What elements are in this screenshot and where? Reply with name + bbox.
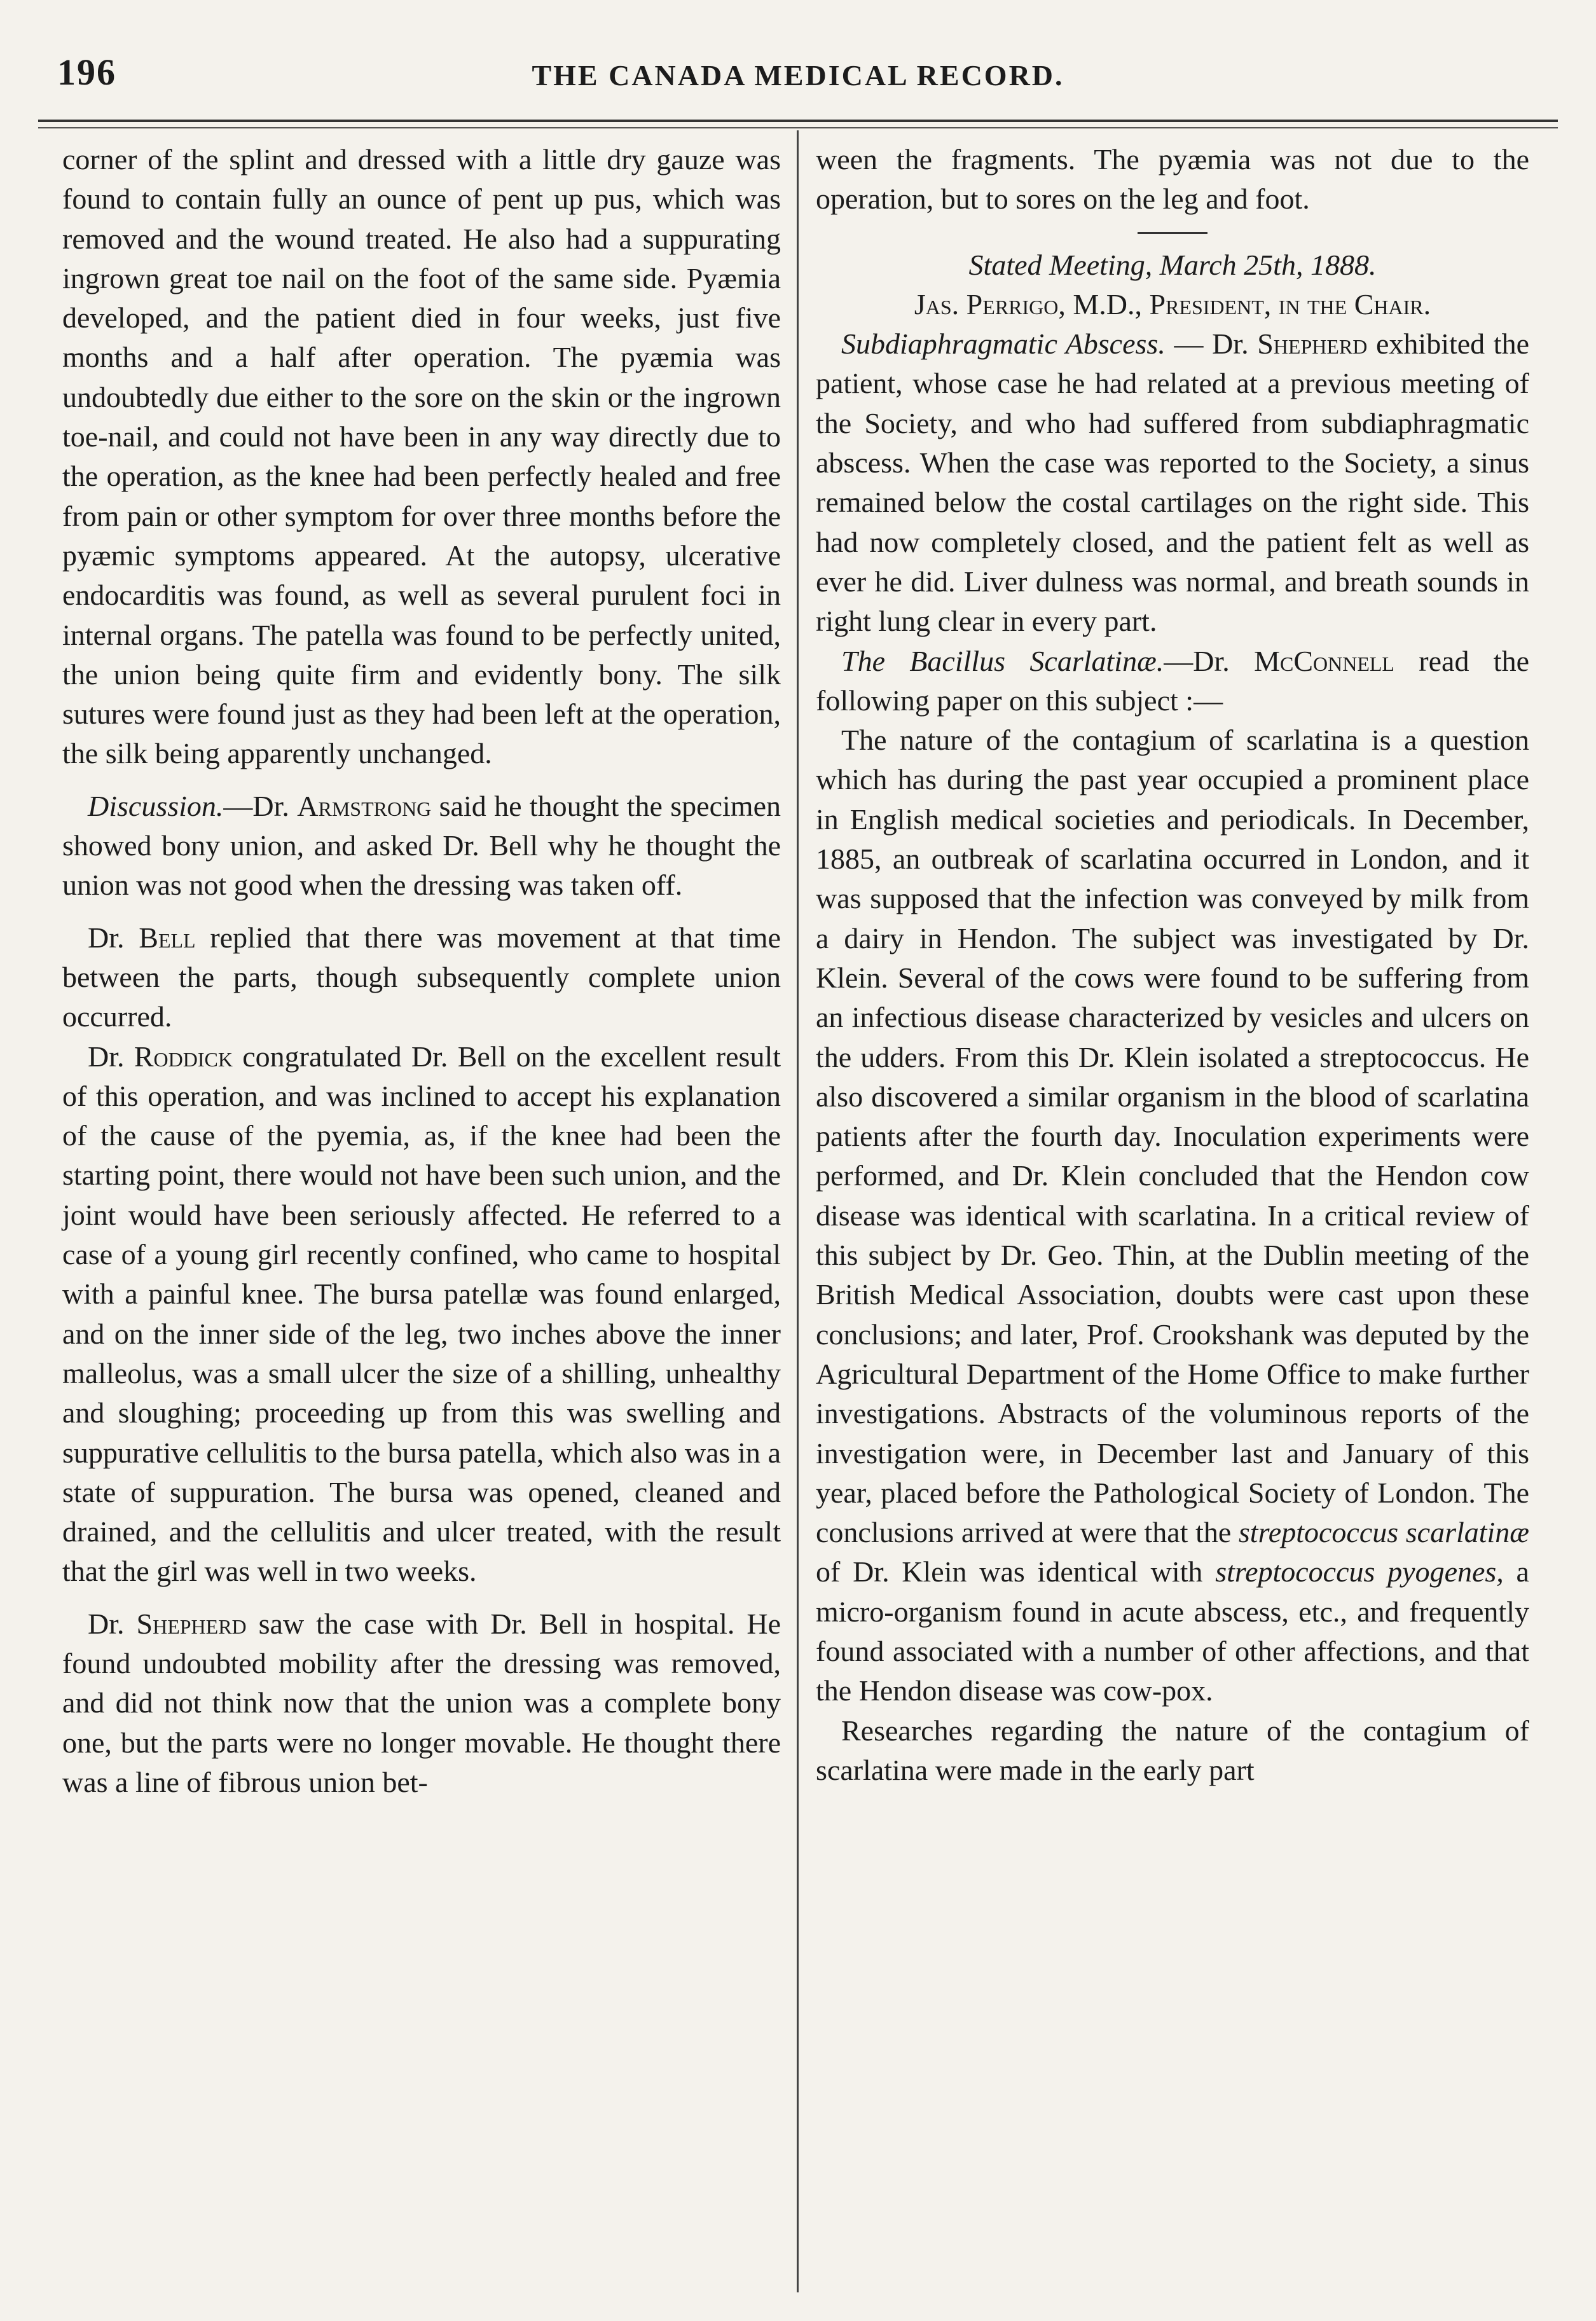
paragraph-text: of Dr. Klein was identical with bbox=[816, 1555, 1216, 1588]
dash-text: —Dr. bbox=[223, 789, 298, 822]
paragraph-contagium bbox=[816, 720, 1529, 1711]
paragraph-text: said he thought the specimen showed bony union, and asked Dr. Bell why he thought the union was not good when the dressing was taken off. bbox=[62, 789, 781, 902]
header-rule-thick bbox=[38, 120, 1558, 122]
right-column bbox=[816, 140, 1529, 1790]
section-lead: The Bacillus Scarlatinæ. bbox=[841, 644, 1164, 677]
meeting-heading: Stated Meeting, March 25th, 1888. bbox=[968, 248, 1377, 281]
speaker-name: Bell bbox=[139, 921, 196, 954]
dash-text: —Dr. bbox=[1164, 644, 1255, 677]
paragraph-text: saw the case with Dr. Bell in hospital. He found undoubted mobility after the dressing was removed, and did not think now that the union was a complete bony one, but the parts were no longer movable. He thought there was a line of fibrous union bet- bbox=[62, 1607, 781, 1798]
italic-term: streptococcus scarlatinæ bbox=[1238, 1516, 1529, 1549]
section-lead: Subdiaphragmatic Abscess. bbox=[841, 327, 1166, 361]
left-column bbox=[62, 140, 781, 1802]
paragraph-text: exhibited the patient, whose case he had related at a previous meeting of the Society, and who had suffered from subdiaphragmatic abscess. When the case was reported to the Society, a sinus remained below the costal cartilages on the right side. This had now completely closed, and the patient felt as well as ever he did. Liver dulness was normal, and breath sounds in right lung clear in every part. bbox=[816, 327, 1530, 638]
paragraph-subdiaphragmatic bbox=[816, 324, 1529, 641]
prefix-text: Dr. bbox=[88, 921, 139, 954]
italic-term: streptococcus pyogenes, bbox=[1215, 1555, 1504, 1588]
speaker-name: Shepherd bbox=[1257, 327, 1368, 361]
prefix-text: Dr. bbox=[88, 1040, 134, 1073]
paragraph-text: The nature of the contagium of scarlatina is a question which has during the past year occupied a prominent place in English medical societies and periodicals. In December, 1885, an outbreak of scarlatina occurred in London, and it was supposed that the infection was conveyed by milk from a dairy in Hendon. The subject was investigated by Dr. Klein. Several of the cows were found to be suffering from an infectious disease characterized by vesicles and ulcers on the udders. From this Dr. Klein isolated a streptococcus. He also discovered a similar organism in the blood of scarlatina patients after the fourth day. Inoculation experiments were performed, and Dr. Klein concluded that the Hendon cow disease was identical with scarlatina. In a critical review of this subject by Dr. Geo. Thin, at the Dublin meeting of the British Medical Association, doubts were cast upon these conclusions; and later, Prof. Crookshank was deputed by the Agricultural Department of the Home Office to make further investigations. Abstracts of the voluminous reports of the investigation were, in December last and January of this year, placed before the Pathological Society of London. The conclusions arrived at were that the bbox=[816, 724, 1529, 1549]
paragraph-roddick bbox=[62, 1037, 781, 1592]
paragraph-case-report: corner of the splint and dressed with a little dry gauze was found to contain fully an ounce of pent up pus, which was removed and the wound treated. He also had a suppurating ingrown great toe nail on the foot of the same side. Pyæmia developed, and the patient died in four weeks, just five months and a half after operation. The pyæmia was undoubtedly due either to the sore on the skin or the ingrown toe-nail, and could not have been in any way directly due to the operation, as the knee had been perfectly healed and free from pain or other symptom for over three months before the pyæmic symptoms appeared. At the autopsy, ulcerative endocarditis was found, as well as several purulent foci in internal organs. The patella was found to be perfectly united, the union being quite firm and evidently bony. The silk sutures were found just as they had been left at the operation, the silk being apparently unchanged. bbox=[62, 143, 781, 770]
journal-title: THE CANADA MEDICAL RECORD. bbox=[532, 59, 1064, 92]
speaker-name: McConnell bbox=[1254, 644, 1394, 677]
speaker-name: Armstrong bbox=[297, 789, 432, 822]
section-rule bbox=[1138, 232, 1207, 234]
paragraph-bell-reply bbox=[62, 918, 781, 1037]
header-rule-thin bbox=[38, 127, 1558, 128]
page-number: 196 bbox=[57, 52, 116, 93]
paragraph-bacillus-intro bbox=[816, 642, 1529, 721]
speaker-name: Shepherd bbox=[136, 1607, 247, 1640]
paragraph-text: read the following paper on this subject :— bbox=[816, 644, 1529, 717]
chair-line: Jas. Perrigo, M.D., President, in the Chair. bbox=[914, 287, 1431, 320]
dash-text: — Dr. bbox=[1165, 327, 1258, 361]
paragraph-discussion-armstrong bbox=[62, 787, 781, 906]
speaker-name: Roddick bbox=[134, 1040, 233, 1073]
paragraph-researches: Researches regarding the nature of the contagium of scarlatina were made in the early part bbox=[816, 1714, 1529, 1786]
paragraph-text: congratulated Dr. Bell on the excellent result of this operation, and was inclined to accept his explanation of the cause of the pyemia, as, if the knee had been the starting point, there would not have been such union, and the joint would have been seriously affected. He referred to a case of a young girl recently confined, who came to hospital with a painful knee. The bursa patellæ was found enlarged, and on the inner side of the leg, two inches above the inner malleolus, was a small ulcer the size of a shilling, unhealthy and sloughing; proceeding up from this was swelling and suppurative cellulitis to the bursa patella, which also was in a state of suppuration. The bursa was opened, cleaned and drained, and the cellulitis and ulcer treated, with the result that the girl was well in two weeks. bbox=[62, 1040, 781, 1588]
column-divider bbox=[797, 130, 799, 2292]
prefix-text: Dr. bbox=[88, 1607, 137, 1640]
paragraph-text: a micro-organism found in acute abscess, etc., and frequently found associated with a number of other affections, and that the Hendon disease was cow-pox. bbox=[816, 1555, 1529, 1707]
paragraph-text: replied that there was movement at that time between the parts, though subsequently complete union occurred. bbox=[62, 921, 781, 1033]
paragraph-shepherd bbox=[62, 1604, 781, 1802]
paragraph-continuation: ween the fragments. The pyæmia was not due to the operation, but to sores on the leg and foot. bbox=[816, 143, 1529, 216]
page-header bbox=[38, 45, 1558, 114]
section-lead: Discussion. bbox=[88, 789, 224, 822]
